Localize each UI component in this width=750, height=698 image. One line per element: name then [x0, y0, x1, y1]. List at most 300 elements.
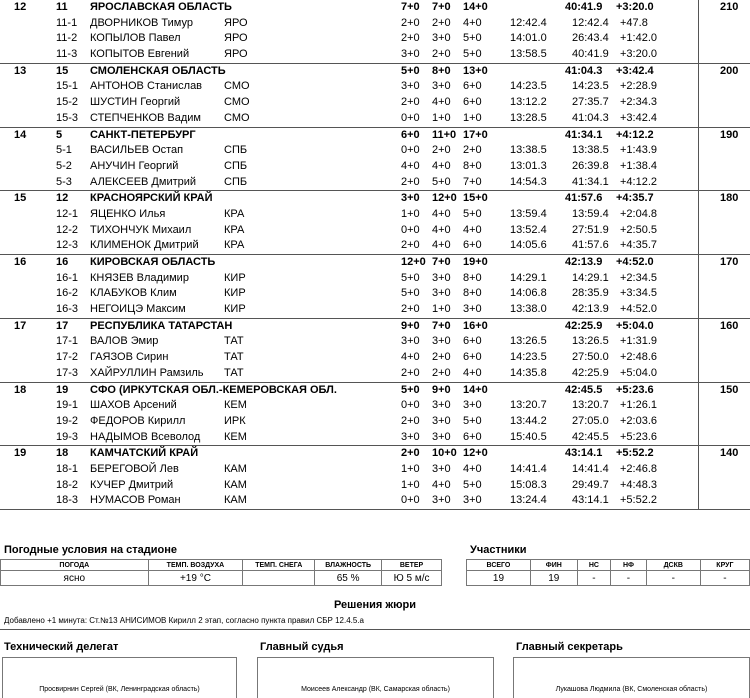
jury-title: Решения жюри	[333, 599, 417, 611]
team-behind: +5:52.2	[616, 447, 654, 460]
athlete-region: КАМ	[224, 462, 247, 475]
points-cell	[698, 383, 750, 446]
team-name: КИРОВСКАЯ ОБЛАСТЬ	[90, 256, 216, 268]
team-penalty-total: 12+0	[463, 447, 488, 460]
participants-header: НС	[577, 560, 611, 571]
team-name: САНКТ-ПЕТЕРБУРГ	[90, 128, 196, 141]
team-penalty-1: 5+0	[401, 64, 420, 77]
team-penalty-2: 12+0	[432, 192, 457, 205]
points-cell	[698, 64, 750, 127]
team-behind: +4:12.2	[616, 128, 654, 141]
athlete-penalty-2: 4+0	[432, 207, 451, 220]
athlete-name: ВАСИЛЬЕВ Остап	[90, 144, 184, 157]
athlete-penalty-1: 5+0	[401, 287, 420, 300]
team-time: 42:25.9	[565, 319, 603, 332]
athlete-behind: +1:43.9	[620, 144, 658, 157]
athlete-penalty-2: 1+0	[432, 303, 451, 316]
athlete-cumulative-time: 42:25.9	[572, 366, 609, 379]
athlete-cumulative-time: 42:13.9	[572, 303, 609, 316]
athlete-name: АНУЧИН Георгий	[90, 159, 179, 172]
athlete-penalty-total: 8+0	[463, 159, 482, 172]
athlete-row	[0, 350, 750, 366]
athlete-penalty-2: 4+0	[432, 159, 451, 172]
team-name: СФО (ИРКУТСКАЯ ОБЛ.-КЕМЕРОВСКАЯ ОБЛ.	[90, 383, 337, 396]
team-place: 16	[14, 256, 27, 268]
athlete-penalty-2: 3+0	[432, 430, 451, 443]
athlete-name: КЛАБУКОВ Клим	[90, 287, 177, 300]
participants-value: -	[611, 571, 647, 586]
athlete-cumulative-time: 13:20.7	[572, 399, 609, 412]
weather-value: Ю 5 м/с	[382, 571, 442, 586]
athlete-behind: +2:03.6	[620, 414, 658, 427]
athlete-row	[0, 47, 750, 63]
participants-value: -	[700, 571, 749, 586]
team-behind: +5:23.6	[616, 383, 654, 396]
weather-table	[0, 559, 442, 586]
participants-title: Участники	[470, 544, 527, 556]
athlete-bib: 19-1	[56, 399, 79, 412]
athlete-penalty-total: 6+0	[463, 351, 482, 364]
athlete-penalty-total: 3+0	[463, 494, 482, 507]
athlete-name: ЯЦЕНКО Илья	[90, 207, 166, 220]
athlete-bib: 15-3	[56, 111, 79, 124]
athlete-cumulative-time: 26:43.4	[572, 32, 609, 45]
athlete-penalty-2: 4+0	[432, 223, 451, 236]
team-penalty-1: 5+0	[401, 383, 420, 396]
athlete-leg-time: 14:41.4	[510, 462, 547, 475]
athlete-penalty-total: 4+0	[463, 16, 482, 29]
team-penalty-total: 15+0	[463, 192, 488, 205]
team-name: КАМЧАТСКИЙ КРАЙ	[90, 447, 199, 460]
athlete-behind: +4:48.3	[620, 478, 658, 491]
athlete-name: КУЧЕР Дмитрий	[90, 478, 174, 491]
athlete-cumulative-time: 27:50.0	[572, 351, 609, 364]
athlete-cumulative-time: 40:41.9	[572, 48, 609, 61]
athlete-cumulative-time: 41:34.1	[572, 175, 609, 188]
athlete-bib: 15-1	[56, 80, 79, 93]
athlete-penalty-total: 1+0	[463, 111, 482, 124]
athlete-leg-time: 14:06.8	[510, 287, 547, 300]
team-name: РЕСПУБЛИКА ТАТАРСТАН	[90, 319, 233, 332]
athlete-cumulative-time: 43:14.1	[572, 494, 609, 507]
team-time: 40:41.9	[565, 1, 603, 13]
team-row	[0, 319, 750, 335]
team-penalty-2: 7+0	[432, 1, 451, 13]
team-bib: 17	[56, 319, 69, 332]
athlete-row	[0, 95, 750, 111]
athlete-cumulative-time: 41:57.6	[572, 239, 609, 252]
athlete-penalty-1: 0+0	[401, 144, 420, 157]
athlete-bib: 12-3	[56, 239, 79, 252]
athlete-penalty-2: 2+0	[432, 48, 451, 61]
team-name: СМОЛЕНСКАЯ ОБЛАСТЬ	[90, 64, 226, 77]
athlete-penalty-2: 4+0	[432, 96, 451, 109]
athlete-row	[0, 175, 750, 191]
athlete-name: ВАЛОВ Эмир	[90, 335, 159, 348]
athlete-row	[0, 398, 750, 414]
athlete-penalty-total: 6+0	[463, 335, 482, 348]
athlete-penalty-total: 4+0	[463, 366, 482, 379]
athlete-row	[0, 462, 750, 478]
weather-header: ПОГОДА	[1, 560, 149, 571]
athlete-cumulative-time: 29:49.7	[572, 478, 609, 491]
athlete-region: КАМ	[224, 478, 247, 491]
team-points: 210	[720, 1, 739, 13]
participants-table	[466, 559, 750, 586]
athlete-bib: 17-1	[56, 335, 79, 348]
athlete-behind: +2:28.9	[620, 80, 658, 93]
athlete-penalty-1: 0+0	[401, 494, 420, 507]
team-penalty-total: 19+0	[463, 256, 488, 268]
athlete-bib: 5-2	[56, 159, 72, 172]
athlete-behind: +2:46.8	[620, 462, 658, 475]
team-row	[0, 446, 750, 462]
points-cell	[698, 319, 750, 382]
team-bib: 19	[56, 383, 69, 396]
weather-value	[243, 571, 315, 586]
athlete-behind: +2:50.5	[620, 223, 658, 236]
points-cell	[698, 0, 750, 63]
signature-title: Главный судья	[260, 641, 344, 653]
athlete-row	[0, 207, 750, 223]
team-name: ЯРОСЛАВСКАЯ ОБЛАСТЬ	[90, 1, 232, 13]
athlete-leg-time: 14:05.6	[510, 239, 547, 252]
athlete-penalty-2: 4+0	[432, 239, 451, 252]
athlete-behind: +4:35.7	[620, 239, 658, 252]
team-name: КРАСНОЯРСКИЙ КРАЙ	[90, 192, 213, 205]
points-cell	[698, 191, 750, 254]
athlete-cumulative-time: 14:23.5	[572, 80, 609, 93]
athlete-penalty-2: 3+0	[432, 335, 451, 348]
athlete-penalty-total: 5+0	[463, 48, 482, 61]
athlete-name: ШУСТИН Георгий	[90, 96, 181, 109]
athlete-penalty-total: 7+0	[463, 175, 482, 188]
team-block	[0, 319, 750, 383]
team-row	[0, 64, 750, 80]
team-place: 19	[14, 447, 27, 460]
athlete-behind: +5:04.0	[620, 366, 658, 379]
athlete-penalty-total: 6+0	[463, 239, 482, 252]
team-bib: 18	[56, 447, 69, 460]
athlete-row	[0, 430, 750, 446]
athlete-leg-time: 14:23.5	[510, 351, 547, 364]
athlete-leg-time: 14:54.3	[510, 175, 547, 188]
athlete-bib: 12-1	[56, 207, 79, 220]
athlete-name: КОПЫТОВ Евгений	[90, 48, 190, 61]
athlete-name: ФЕДОРОВ Кирилл	[90, 414, 186, 427]
athlete-behind: +4:12.2	[620, 175, 658, 188]
athlete-leg-time: 14:23.5	[510, 80, 547, 93]
athlete-leg-time: 12:42.4	[510, 16, 547, 29]
team-penalty-total: 17+0	[463, 128, 488, 141]
team-penalty-1: 7+0	[401, 1, 420, 13]
athlete-region: КРА	[224, 239, 245, 252]
athlete-leg-time: 13:58.5	[510, 48, 547, 61]
athlete-name: КЛИМЕНОК Дмитрий	[90, 239, 199, 252]
team-block	[0, 128, 750, 192]
team-row	[0, 128, 750, 144]
athlete-leg-time: 13:12.2	[510, 96, 547, 109]
team-time: 41:34.1	[565, 128, 603, 141]
athlete-row	[0, 286, 750, 302]
athlete-behind: +5:52.2	[620, 494, 658, 507]
athlete-region: ЯРО	[224, 16, 248, 29]
athlete-behind: +3:42.4	[620, 111, 658, 124]
athlete-bib: 16-1	[56, 271, 79, 284]
athlete-region: СМО	[224, 96, 250, 109]
athlete-region: СПБ	[224, 159, 248, 172]
athlete-row	[0, 302, 750, 318]
athlete-row	[0, 238, 750, 254]
athlete-bib: 12-2	[56, 223, 79, 236]
athlete-bib: 17-2	[56, 351, 79, 364]
athlete-penalty-total: 5+0	[463, 478, 482, 491]
weather-header: ВЕТЕР	[382, 560, 442, 571]
athlete-penalty-1: 2+0	[401, 16, 420, 29]
athlete-name: НЕГОИЦЭ Максим	[90, 303, 186, 316]
athlete-region: ТАТ	[224, 366, 244, 379]
participants-header: ФИН	[530, 560, 577, 571]
divider	[0, 629, 750, 630]
athlete-leg-time: 14:35.8	[510, 366, 547, 379]
athlete-bib: 17-3	[56, 366, 79, 379]
athlete-bib: 16-3	[56, 303, 79, 316]
athlete-behind: +2:48.6	[620, 351, 658, 364]
team-behind: +3:42.4	[616, 64, 654, 77]
athlete-penalty-total: 4+0	[463, 223, 482, 236]
athlete-name: КНЯЗЕВ Владимир	[90, 271, 189, 284]
weather-value: +19 °C	[148, 571, 243, 586]
athlete-name: ХАЙРУЛЛИН Рамзиль	[90, 366, 204, 379]
participants-header: ДСКВ	[646, 560, 700, 571]
athlete-row	[0, 223, 750, 239]
athlete-bib: 16-2	[56, 287, 79, 300]
team-block	[0, 64, 750, 128]
athlete-penalty-2: 2+0	[432, 16, 451, 29]
team-bib: 5	[56, 128, 63, 141]
athlete-leg-time: 13:28.5	[510, 111, 547, 124]
team-penalty-total: 14+0	[463, 383, 488, 396]
athlete-region: СПБ	[224, 175, 248, 188]
team-penalty-total: 13+0	[463, 64, 488, 77]
athlete-cumulative-time: 27:05.0	[572, 414, 609, 427]
team-penalty-total: 16+0	[463, 319, 488, 332]
athlete-name: КОПЫЛОВ Павел	[90, 32, 181, 45]
points-cell	[698, 128, 750, 191]
team-penalty-1: 6+0	[401, 128, 420, 141]
team-block	[0, 191, 750, 255]
athlete-cumulative-time: 14:29.1	[572, 271, 609, 284]
athlete-leg-time: 13:20.7	[510, 399, 547, 412]
athlete-row	[0, 16, 750, 32]
athlete-penalty-1: 2+0	[401, 96, 420, 109]
athlete-penalty-total: 5+0	[463, 207, 482, 220]
athlete-penalty-1: 3+0	[401, 335, 420, 348]
team-place: 18	[14, 383, 27, 396]
athlete-name: БЕРЕГОВОЙ Лев	[90, 462, 179, 475]
signature-name: Моисеев Александр (ВК, Самарская область)	[301, 686, 450, 693]
athlete-cumulative-time: 41:04.3	[572, 111, 609, 124]
athlete-penalty-2: 2+0	[432, 144, 451, 157]
athlete-leg-time: 13:24.4	[510, 494, 547, 507]
athlete-penalty-1: 0+0	[401, 399, 420, 412]
athlete-region: СМО	[224, 80, 250, 93]
team-row	[0, 383, 750, 399]
athlete-penalty-total: 5+0	[463, 414, 482, 427]
athlete-penalty-total: 6+0	[463, 96, 482, 109]
athlete-penalty-1: 1+0	[401, 207, 420, 220]
athlete-behind: +3:34.5	[620, 287, 658, 300]
athlete-behind: +2:34.3	[620, 96, 658, 109]
athlete-leg-time: 14:01.0	[510, 32, 547, 45]
athlete-behind: +2:04.8	[620, 207, 658, 220]
athlete-penalty-2: 3+0	[432, 80, 451, 93]
athlete-cumulative-time: 28:35.9	[572, 287, 609, 300]
athlete-row	[0, 493, 750, 509]
points-cell	[698, 255, 750, 318]
team-points: 180	[720, 192, 739, 205]
athlete-penalty-1: 3+0	[401, 430, 420, 443]
athlete-region: КЕМ	[224, 399, 247, 412]
participants-value: -	[646, 571, 700, 586]
points-cell	[698, 446, 750, 509]
athlete-row	[0, 478, 750, 494]
athlete-penalty-total: 8+0	[463, 271, 482, 284]
athlete-bib: 18-3	[56, 494, 79, 507]
athlete-penalty-total: 4+0	[463, 462, 482, 475]
athlete-behind: +1:31.9	[620, 335, 658, 348]
athlete-penalty-1: 1+0	[401, 478, 420, 491]
participants-value: 19	[467, 571, 531, 586]
athlete-leg-time: 13:01.3	[510, 159, 547, 172]
athlete-penalty-1: 3+0	[401, 80, 420, 93]
athlete-behind: +2:34.5	[620, 271, 658, 284]
athlete-behind: +47.8	[620, 16, 648, 29]
team-bib: 12	[56, 192, 69, 205]
athlete-region: СМО	[224, 111, 250, 124]
team-place: 14	[14, 128, 27, 141]
athlete-penalty-2: 3+0	[432, 414, 451, 427]
athlete-bib: 11-2	[56, 32, 78, 45]
team-time: 41:57.6	[565, 192, 603, 205]
athlete-bib: 11-1	[56, 16, 78, 29]
athlete-penalty-1: 0+0	[401, 111, 420, 124]
athlete-penalty-2: 1+0	[432, 111, 451, 124]
athlete-region: ЯРО	[224, 32, 248, 45]
athlete-bib: 18-2	[56, 478, 79, 491]
athlete-cumulative-time: 14:41.4	[572, 462, 609, 475]
athlete-name: СТЕПЧЕНКОВ Вадим	[90, 111, 201, 124]
team-bib: 15	[56, 64, 69, 77]
weather-title: Погодные условия на стадионе	[4, 544, 178, 556]
athlete-cumulative-time: 13:59.4	[572, 207, 609, 220]
athlete-bib: 19-2	[56, 414, 79, 427]
participants-value: -	[577, 571, 611, 586]
participants-value: 19	[530, 571, 577, 586]
athlete-penalty-1: 2+0	[401, 175, 420, 188]
team-penalty-1: 3+0	[401, 192, 420, 205]
athlete-penalty-1: 2+0	[401, 239, 420, 252]
athlete-bib: 11-3	[56, 48, 78, 61]
team-place: 13	[14, 64, 27, 77]
athlete-row	[0, 366, 750, 382]
team-row	[0, 0, 750, 16]
team-place: 17	[14, 319, 27, 332]
weather-value: ясно	[1, 571, 149, 586]
athlete-leg-time: 13:59.4	[510, 207, 547, 220]
team-bib: 16	[56, 256, 69, 268]
athlete-penalty-total: 3+0	[463, 399, 482, 412]
team-penalty-2: 11+0	[432, 128, 457, 141]
athlete-cumulative-time: 27:51.9	[572, 223, 609, 236]
athlete-row	[0, 79, 750, 95]
athlete-penalty-2: 3+0	[432, 462, 451, 475]
athlete-cumulative-time: 27:35.7	[572, 96, 609, 109]
participants-header: НФ	[611, 560, 647, 571]
athlete-leg-time: 13:38.5	[510, 144, 547, 157]
team-row	[0, 255, 750, 271]
athlete-row	[0, 271, 750, 287]
athlete-penalty-2: 3+0	[432, 494, 451, 507]
athlete-behind: +5:23.6	[620, 430, 658, 443]
team-behind: +5:04.0	[616, 319, 654, 332]
athlete-penalty-2: 3+0	[432, 271, 451, 284]
weather-header: ВЛАЖНОСТЬ	[315, 560, 382, 571]
athlete-bib: 5-3	[56, 175, 72, 188]
athlete-penalty-2: 3+0	[432, 399, 451, 412]
athlete-region: КИР	[224, 303, 246, 316]
team-points: 150	[720, 383, 739, 396]
athlete-region: ЯРО	[224, 48, 248, 61]
athlete-behind: +4:52.0	[620, 303, 658, 316]
team-behind: +4:35.7	[616, 192, 654, 205]
team-behind: +4:52.0	[616, 256, 654, 268]
team-penalty-1: 9+0	[401, 319, 420, 332]
athlete-penalty-1: 2+0	[401, 414, 420, 427]
team-block	[0, 255, 750, 319]
team-time: 42:45.5	[565, 383, 603, 396]
team-points: 200	[720, 64, 739, 77]
participants-header: КРУГ	[700, 560, 749, 571]
athlete-penalty-total: 5+0	[463, 32, 482, 45]
signature-title: Технический делегат	[4, 641, 119, 653]
signature-name: Лукашова Людмила (ВК, Смоленская область)	[555, 686, 708, 693]
athlete-behind: +1:38.4	[620, 159, 658, 172]
participants-header: ВСЕГО	[467, 560, 531, 571]
athlete-cumulative-time: 13:26.5	[572, 335, 609, 348]
athlete-cumulative-time: 12:42.4	[572, 16, 609, 29]
athlete-name: ТИХОНЧУК Михаил	[90, 223, 192, 236]
athlete-bib: 19-3	[56, 430, 79, 443]
athlete-leg-time: 13:52.4	[510, 223, 547, 236]
athlete-region: КРА	[224, 223, 245, 236]
athlete-region: КАМ	[224, 494, 247, 507]
team-penalty-2: 10+0	[432, 447, 457, 460]
athlete-penalty-1: 5+0	[401, 271, 420, 284]
athlete-name: ГАЯЗОВ Сирин	[90, 351, 169, 364]
athlete-penalty-2: 3+0	[432, 32, 451, 45]
athlete-penalty-1: 4+0	[401, 159, 420, 172]
athlete-row	[0, 111, 750, 127]
weather-value: 65 %	[315, 571, 382, 586]
athlete-row	[0, 143, 750, 159]
athlete-name: ШАХОВ Арсений	[90, 399, 177, 412]
athlete-name: АНТОНОВ Станислав	[90, 80, 203, 93]
team-time: 42:13.9	[565, 256, 603, 268]
athlete-region: ТАТ	[224, 351, 244, 364]
team-penalty-2: 7+0	[432, 319, 451, 332]
athlete-behind: +1:42.0	[620, 32, 658, 45]
